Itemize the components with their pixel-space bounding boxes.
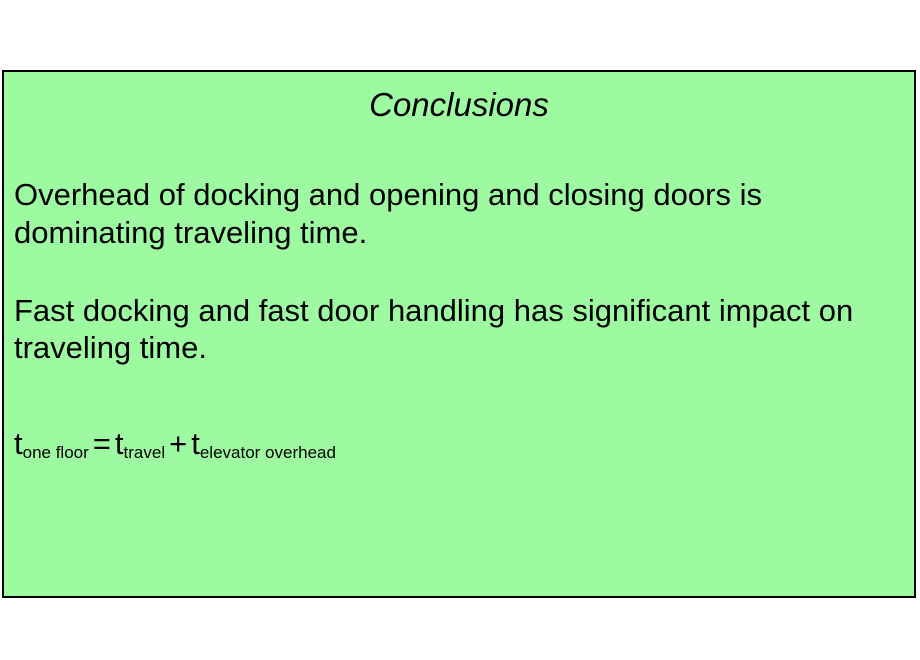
slide-body [4, 176, 914, 461]
page-title: Conclusions [369, 86, 549, 123]
paragraph-1: Overhead of docking and opening and closing doors is dominating traveling time. [14, 176, 762, 250]
formula-equals: = [92, 426, 111, 462]
formula-lhs-sub: one floor [22, 443, 89, 463]
paragraph-2: Fast docking and fast door handling has significant impact on traveling time. [14, 292, 854, 366]
formula-term1-base: t [114, 426, 124, 462]
formula-term2-base: t [191, 426, 200, 462]
formula-line [14, 427, 904, 461]
slide-panel [2, 70, 916, 598]
formula-plus: + [169, 426, 188, 462]
formula-term2-sub: elevator overhead [199, 443, 336, 463]
formula-term1-sub: travel [123, 443, 166, 463]
formula-lhs-base: t [14, 426, 23, 462]
